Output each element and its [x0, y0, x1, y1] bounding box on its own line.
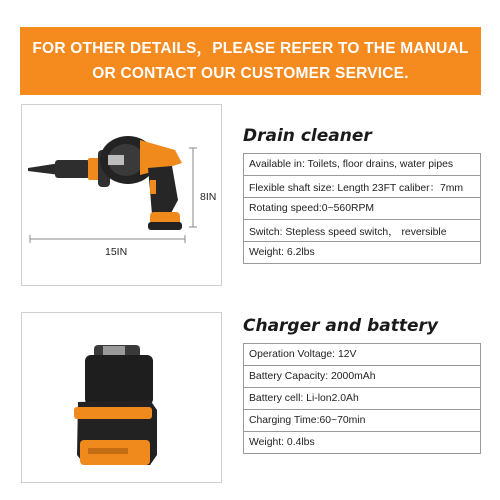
battery-image: [74, 345, 157, 465]
spec-cell: Available in: Toilets, floor drains, water pipes: [244, 154, 481, 176]
table-row: [244, 432, 481, 454]
drain-cleaner-spec-table: [243, 153, 481, 264]
height-dimension-label: 8IN: [200, 191, 217, 203]
spec-cell: Battery Capacity: 2000mAh: [244, 366, 481, 388]
spec-cell: Flexible shaft size: Length 23FT caliber：7mm: [244, 176, 481, 198]
table-row: [244, 410, 481, 432]
spec-cell: Charging Time:60~70min: [244, 410, 481, 432]
width-dimension-label: 15IN: [105, 246, 128, 258]
table-row: [244, 366, 481, 388]
spec-cell: Rotating speed:0~560RPM: [244, 198, 481, 220]
spec-cell: Weight: 6.2lbs: [244, 242, 481, 264]
table-row: [244, 242, 481, 264]
drain-cleaner-title: Drain cleaner: [243, 126, 372, 146]
table-row: [244, 154, 481, 176]
table-row: [244, 198, 481, 220]
charger-battery-title: Charger and battery: [243, 316, 438, 336]
spec-cell: Operation Voltage: 12V: [244, 344, 481, 366]
notice-line-1: FOR OTHER DETAILS，PLEASE REFER TO THE MANUAL: [32, 40, 469, 57]
spec-cell: Battery cell: Li-lon2.0Ah: [244, 388, 481, 410]
drain-cleaner-image: [28, 136, 182, 230]
table-row: [244, 388, 481, 410]
spec-cell: Switch: Stepless speed switch， reversible: [244, 220, 481, 242]
spec-cell: Weight: 0.4lbs: [244, 432, 481, 454]
table-row: [244, 220, 481, 242]
table-row: [244, 344, 481, 366]
notice-line-2: OR CONTACT OUR CUSTOMER SERVICE.: [92, 65, 409, 82]
charger-battery-spec-table: [243, 343, 481, 454]
table-row: [244, 176, 481, 198]
